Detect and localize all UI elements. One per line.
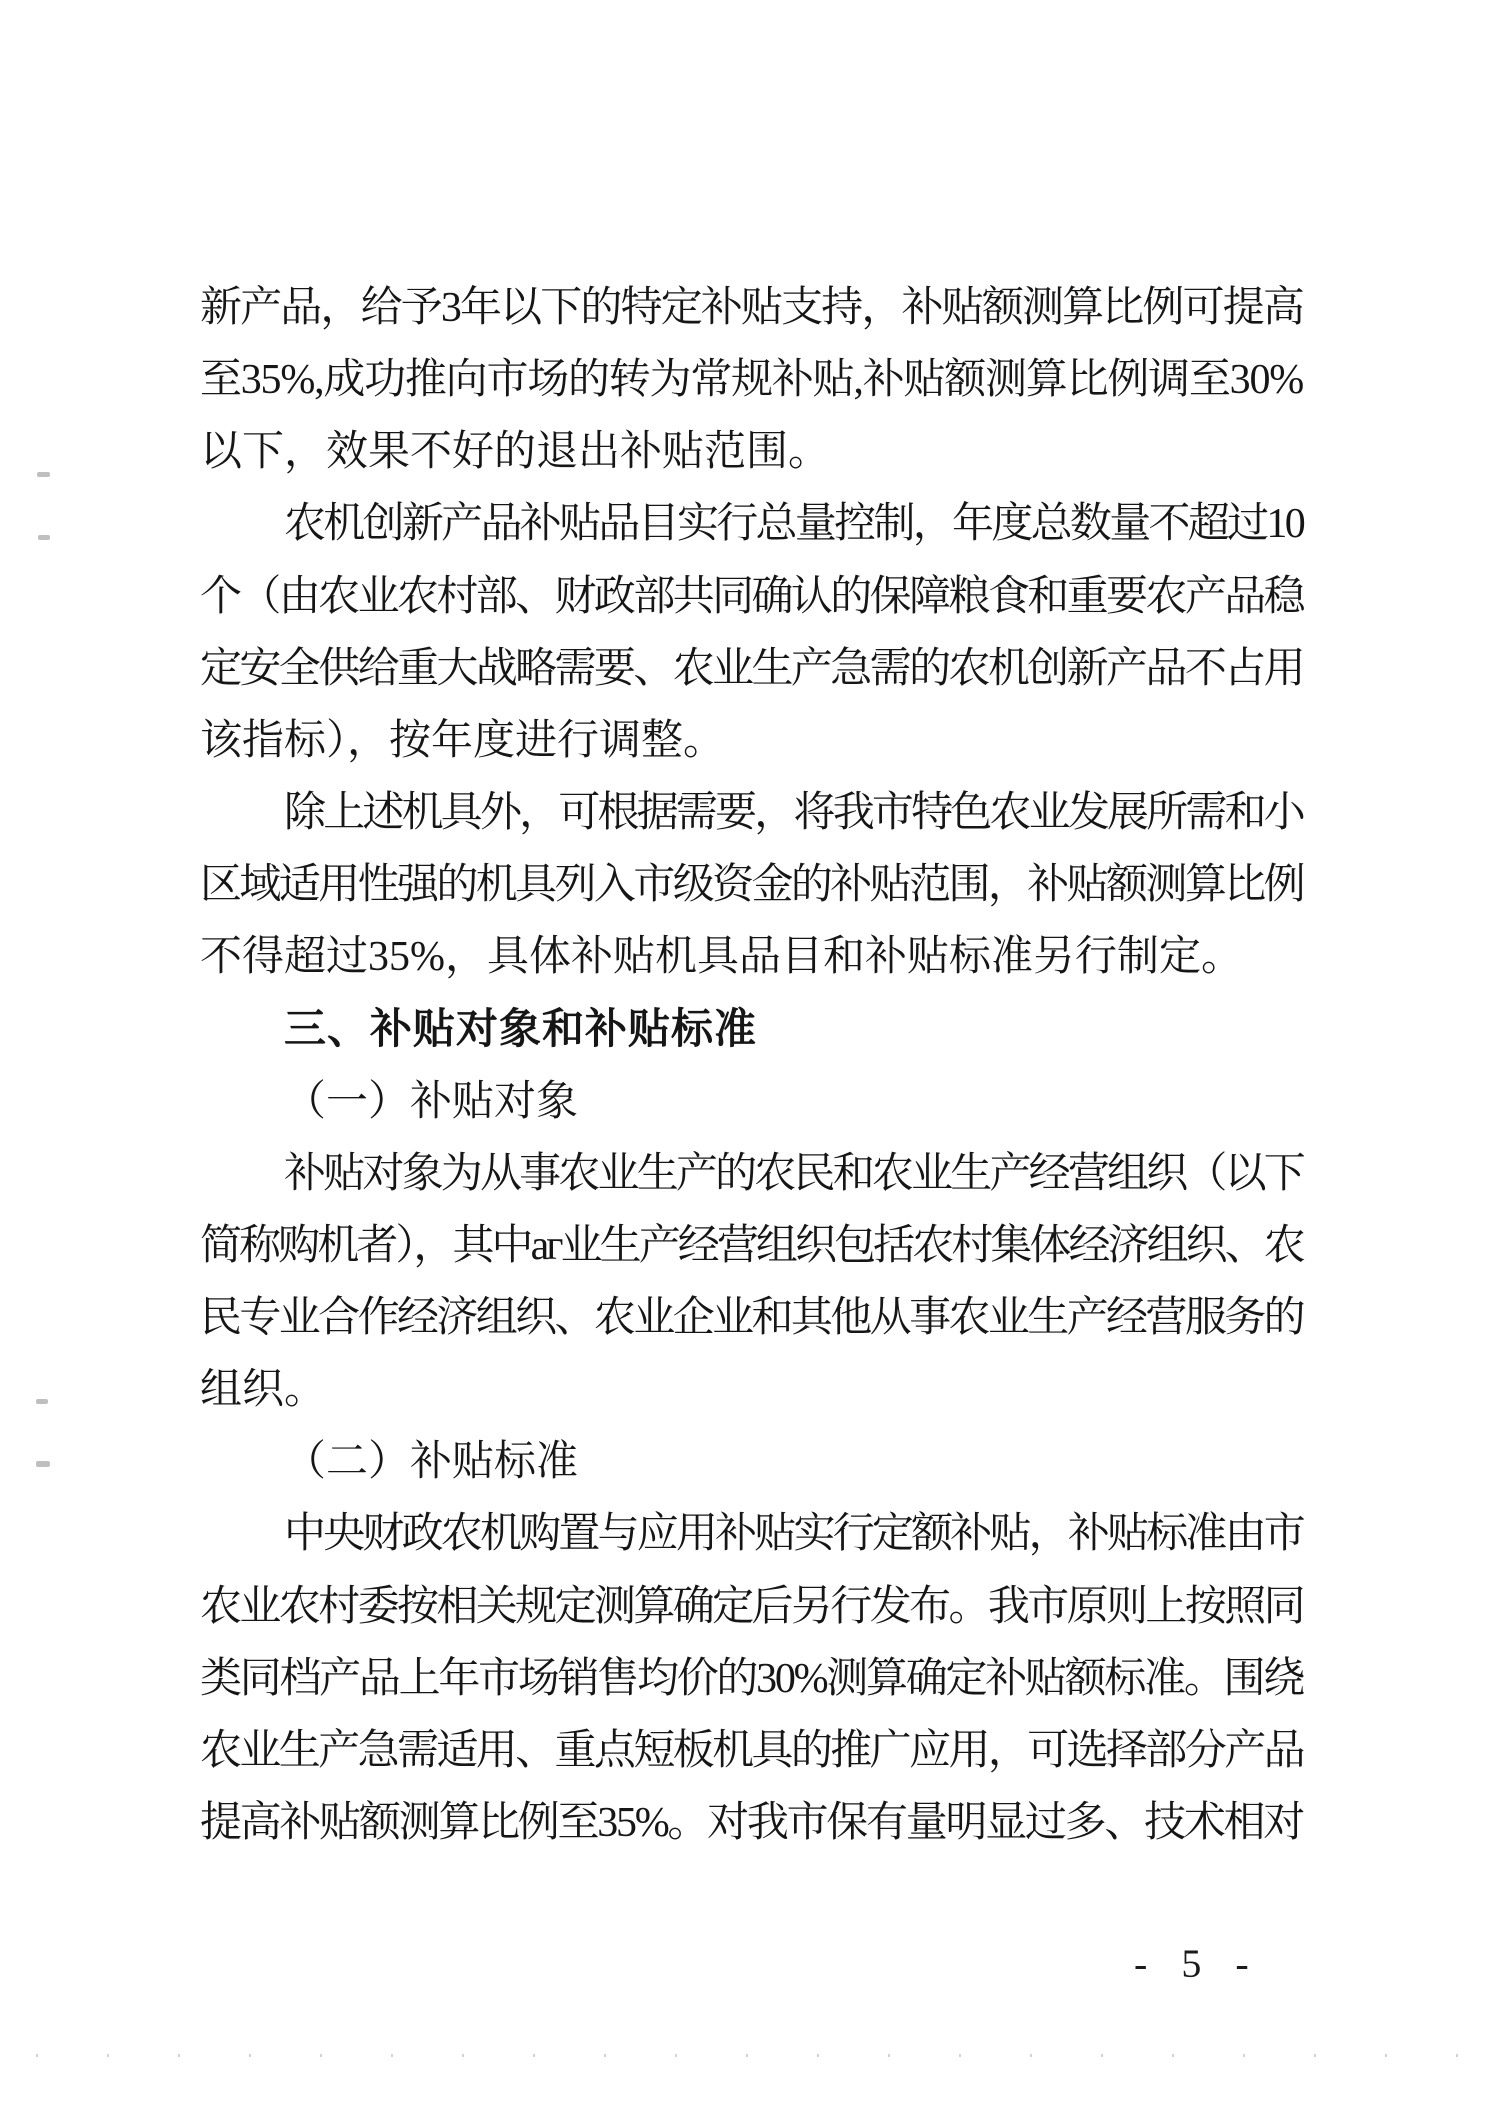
text-line: 以下，效果不好的退出补贴范围。 xyxy=(200,429,831,476)
scan-noise xyxy=(36,2054,1472,2057)
text-line: 提高补贴额测算比例至35%。对我市保有量明显过多、技术相对 xyxy=(200,1799,1303,1846)
text-line: 中央财政农机购置与应用补贴实行定额补贴，补贴标准由市 xyxy=(284,1511,1304,1558)
text-line: （一）补贴对象 xyxy=(284,1078,579,1125)
scan-speck xyxy=(38,535,50,540)
text-line: 区域适用性强的机具列入市级资金的补贴范围，补贴额测算比例 xyxy=(200,862,1304,909)
text-line: 至35%,成功推向市场的转为常规补贴,补贴额测算比例调至30% xyxy=(200,357,1303,404)
text-line: 简称购机者），其中аг业生产经营组织包括农村集体经济组织、农 xyxy=(200,1222,1303,1269)
text-line: 不得超过35%，具体补贴机具品目和补贴标准另行制定。 xyxy=(200,934,1243,981)
text-line: 农机创新产品补贴品目实行总量控制，年度总数量不超过10 xyxy=(284,501,1304,548)
text-line: 农业农村委按相关规定测算确定后另行发布。我市原则上按照同 xyxy=(200,1583,1304,1630)
text-line: 个（由农业农村部、财政部共同确认的保障粮食和重要农产品稳 xyxy=(200,573,1304,620)
text-line: 定安全供给重大战略需要、农业生产急需的农机创新产品不占用 xyxy=(200,645,1304,692)
text-line: 组织。 xyxy=(200,1367,327,1414)
text-line: 该指标），按年度进行调整。 xyxy=(200,717,726,764)
text-line: 补贴对象为从事农业生产的农民和农业生产经营组织（以下 xyxy=(284,1150,1304,1197)
text-line: （二）补贴标准 xyxy=(284,1439,579,1486)
text-line: 除上述机具外，可根据需要，将我市特色农业发展所需和小 xyxy=(284,789,1304,836)
scan-speck xyxy=(37,472,50,477)
scan-speck xyxy=(36,1461,50,1467)
text-line: 类同档产品上年市场销售均价的30%测算确定补贴额标准。围绕 xyxy=(200,1655,1303,1702)
page-number: - 5 - xyxy=(1134,1941,1261,1986)
text-line: 新产品，给予3年以下的特定补贴支持，补贴额测算比例可提高 xyxy=(200,285,1304,331)
section-heading: 三、补贴对象和补贴标准 xyxy=(284,1005,758,1053)
text-line: 民专业合作经济组织、农业企业和其他从事农业生产经营服务的 xyxy=(200,1294,1304,1341)
scan-speck xyxy=(36,1399,48,1404)
text-line: 农业生产急需适用、重点短板机具的推广应用，可选择部分产品 xyxy=(200,1727,1304,1774)
document-body xyxy=(200,272,1303,1859)
